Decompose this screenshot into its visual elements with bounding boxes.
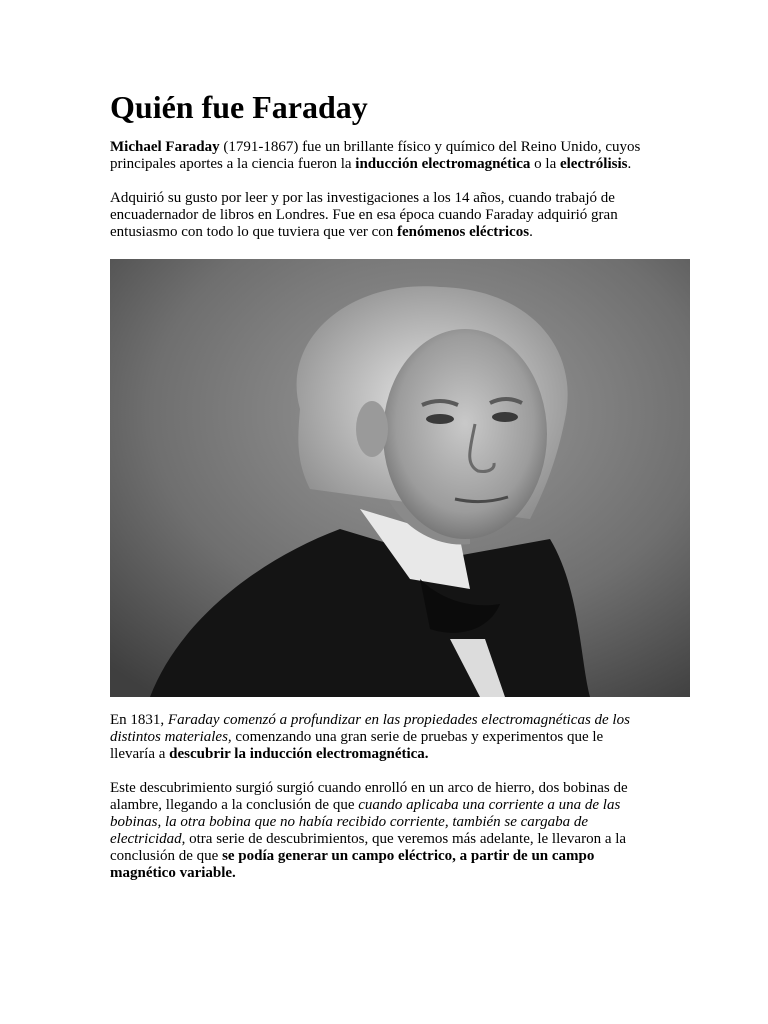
text-line <box>110 831 690 848</box>
paragraph-intro <box>110 139 690 173</box>
paragraph-youth <box>110 190 690 241</box>
text-line <box>110 797 690 814</box>
text-run: (1791-1867) fue un brillante físico y químico del Reino Unido, cuyos <box>219 139 641 155</box>
text-run: encuadernador de libros en Londres. Fue en esa época cuando Faraday adquirió gran <box>110 207 618 223</box>
bold-text: fenómenos eléctricos <box>397 224 530 240</box>
text-line <box>110 224 690 241</box>
text-line <box>110 139 690 156</box>
text-run: entusiasmo con todo lo que tuviera que ver con <box>110 224 398 240</box>
text-run: comenzando una gran serie de pruebas y experimentos que le <box>231 729 604 745</box>
bold-text: se podía generar un campo eléctrico, a partir de un campo <box>222 848 595 864</box>
bold-text: electrólisis <box>559 156 628 172</box>
text-run: llevaría a <box>110 746 170 762</box>
text-line <box>110 865 690 882</box>
text-run: Adquirió su gusto por leer y por las investigaciones a los 14 años, cuando trabajó de <box>110 190 615 206</box>
italic-text: bobinas, la otra bobina que no había recibido corriente, también se cargaba de <box>110 814 589 830</box>
bold-text: Michael Faraday <box>110 139 220 155</box>
italic-text: cuando aplicaba una corriente a una de las <box>358 797 621 813</box>
italic-text: distintos materiales, <box>110 729 232 745</box>
text-run: , otra serie de descubrimientos, que veremos más adelante, le llevaron a la <box>181 831 627 847</box>
text-run: En 1831, <box>110 712 168 728</box>
text-run: . <box>529 224 533 240</box>
text-line <box>110 848 690 865</box>
paragraph-1831 <box>110 712 690 763</box>
bold-text: inducción electromagnética <box>355 156 531 172</box>
page-title: Quién fue Faraday <box>110 89 368 125</box>
bold-text: magnético variable. <box>110 865 236 881</box>
bold-text: descubrir la inducción electromagnética. <box>169 746 429 762</box>
faraday-portrait-photo <box>110 259 690 697</box>
text-run: conclusión de que <box>110 848 223 864</box>
text-run: principales aportes a la ciencia fueron la <box>110 156 356 172</box>
text-line <box>110 156 690 173</box>
paragraph-discovery <box>110 780 690 882</box>
text-run: alambre, llegando a la conclusión de que <box>110 797 359 813</box>
text-run: Este descubrimiento surgió surgió cuando enrolló en un arco de hierro, dos bobinas de <box>110 780 628 796</box>
italic-text: electricidad <box>110 831 182 847</box>
text-line <box>110 190 690 207</box>
text-line <box>110 729 690 746</box>
text-run: o la <box>530 156 560 172</box>
text-line <box>110 814 690 831</box>
text-line <box>110 746 690 763</box>
text-line <box>110 780 690 797</box>
text-line <box>110 712 690 729</box>
text-run: . <box>627 156 632 172</box>
text-line <box>110 207 690 224</box>
italic-text: Faraday comenzó a profundizar en las propiedades electromagnéticas de los <box>167 712 630 728</box>
